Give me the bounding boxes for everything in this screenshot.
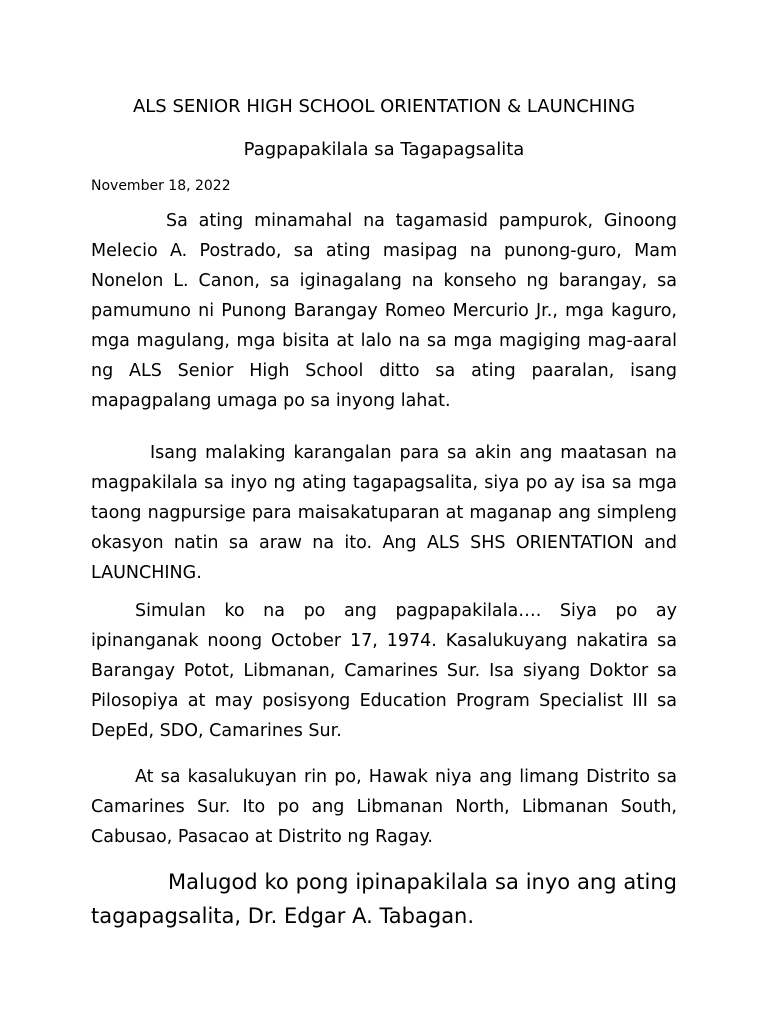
document-title: ALS SENIOR HIGH SCHOOL ORIENTATION & LAUNCHING xyxy=(132,96,636,117)
document-date: November 18, 2022 xyxy=(91,178,231,194)
paragraph-biography: Simulan ko na po ang pagpapakilala…. Siya po ay ipinanganak noong October 17, 1974. Kasalukuyang nakatira sa Barangay Potot, Libmanan, Camarines Sur. Isa siyang Doktor sa Pilosopiya at may posisyong Education Program Specialist III sa DepEd, SDO, Camarines Sur. xyxy=(91,601,677,741)
paragraph-introduction: Malugod ko pong ipinapakilala sa inyo ang ating tagapagsalita, Dr. Edgar A. Tabagan. xyxy=(91,870,677,928)
document-subtitle: Pagpapakilala sa Tagapagsalita xyxy=(243,139,525,160)
paragraph-districts: At sa kasalukuyan rin po, Hawak niya ang limang Distrito sa Camarines Sur. Ito po ang Libmanan North, Libmanan South, Cabusao, Pasacao at Distrito ng Ragay. xyxy=(91,767,677,847)
paragraph-honor: Isang malaking karangalan para sa akin ang maatasan na magpakilala sa inyo ng ating tagapagsalita, siya po ay isa sa mga taong nagpursige para maisakatuparan at maganap ang simpleng okasyon natin sa araw na ito. Ang ALS SHS ORIENTATION and LAUNCHING. xyxy=(91,443,677,583)
paragraph-greeting: Sa ating minamahal na tagamasid pampurok, Ginoong Melecio A. Postrado, sa ating masipag na punong-guro, Mam Nonelon L. Canon, sa iginagalang na konseho ng barangay, sa pamumuno ni Punong Barangay Romeo Mercurio Jr., mga kaguro, mga magulang, mga bisita at lalo na sa mga magiging mag-aaral ng ALS Senior High School ditto sa ating paaralan, isang mapagpalang umaga po sa inyong lahat. xyxy=(91,211,677,411)
